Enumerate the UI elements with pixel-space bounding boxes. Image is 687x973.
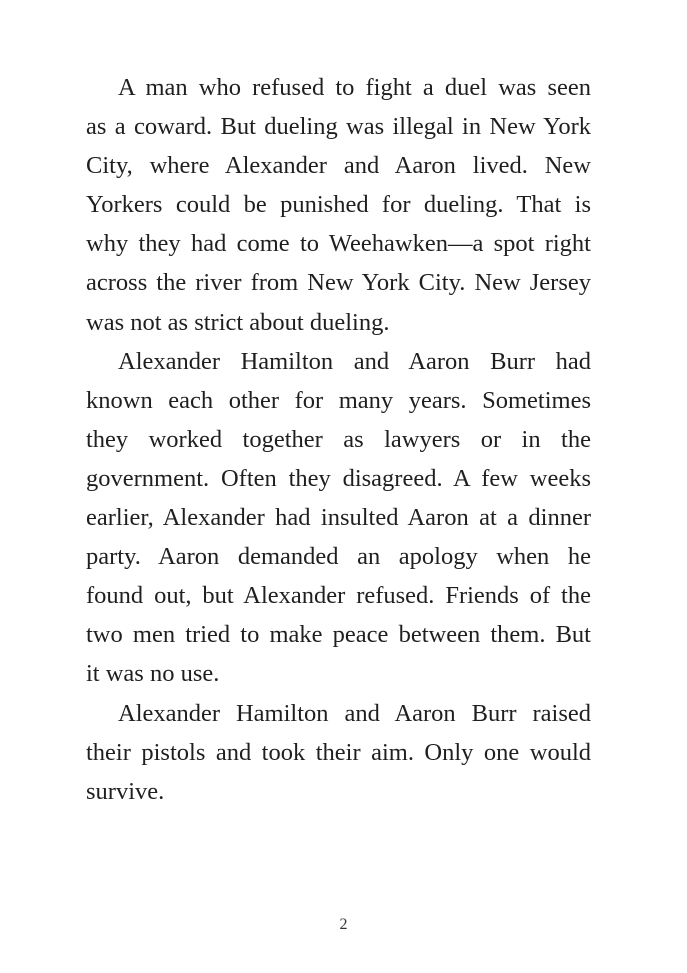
text-line: City, where Alexander and Aaron lived. New (86, 152, 591, 180)
paragraph-2 (86, 342, 591, 694)
text-line: Alexander Hamilton and Aaron Burr raised (118, 699, 591, 727)
text-line: found out, but Alexander refused. Friends of the (86, 582, 591, 610)
text-line: earlier, Alexander had insulted Aaron at a dinner (86, 504, 591, 532)
text-line: they worked together as lawyers or in the (86, 425, 591, 453)
text-line: Yorkers could be punished for dueling. That is (86, 191, 591, 219)
text-line: was not as strict about dueling. (86, 308, 390, 336)
text-line: two men tried to make peace between them. But (86, 621, 591, 649)
paragraph-3 (86, 694, 591, 811)
body-text (86, 68, 591, 811)
text-line: known each other for many years. Sometimes (86, 386, 591, 414)
text-line: survive. (86, 777, 165, 805)
text-line: Alexander Hamilton and Aaron Burr had (118, 347, 591, 375)
text-line: as a coward. But dueling was illegal in New York (86, 113, 591, 141)
text-line: it was no use. (86, 660, 220, 688)
text-line: across the river from New York City. New Jersey (86, 269, 591, 297)
text-line: their pistols and took their aim. Only one would (86, 738, 591, 766)
text-line: party. Aaron demanded an apology when he (86, 543, 591, 571)
text-line: why they had come to Weehawken—a spot right (86, 230, 591, 258)
page-number: 2 (339, 916, 348, 933)
paragraph-1 (86, 68, 591, 342)
text-line: A man who refused to fight a duel was seen (118, 74, 591, 101)
text-line: government. Often they disagreed. A few weeks (86, 464, 591, 492)
